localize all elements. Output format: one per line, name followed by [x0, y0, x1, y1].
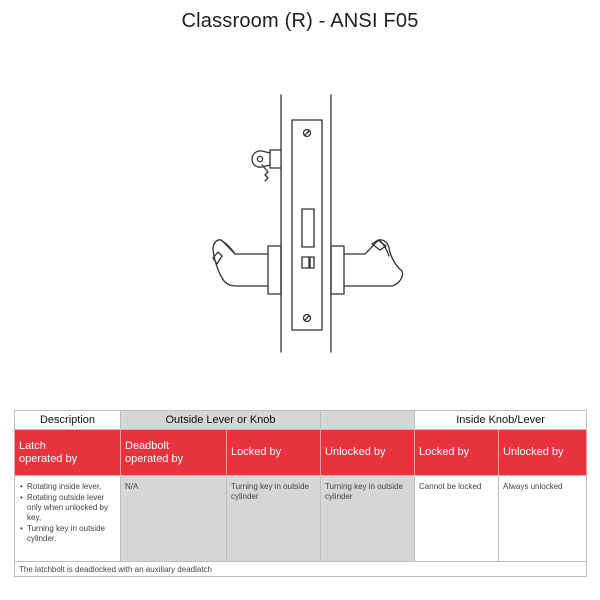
blank-header [321, 411, 415, 430]
auxiliary-deadlatch [302, 257, 309, 268]
footnote-row [15, 562, 587, 577]
outside-lever-icon [213, 240, 268, 286]
col-inside-locked-by: Locked by [415, 430, 499, 476]
inside-locked-by-cell: Cannot be locked [415, 476, 499, 562]
description-header: Description [15, 411, 121, 430]
function-row [15, 476, 587, 562]
group-header-row [15, 411, 587, 430]
bottom-screw-icon [304, 315, 311, 322]
top-screw-icon [304, 130, 311, 137]
inside-lever-icon [344, 240, 402, 286]
col-deadbolt-operated-by: Deadbolt operated by [121, 430, 227, 476]
deadbolt-operated-by-cell: N/A [121, 476, 227, 562]
outside-locked-by-cell: Turning key in outside cylinder [227, 476, 321, 562]
latch-operated-by-cell [15, 476, 121, 562]
list-item: • Turning key in outside cylinder. [27, 524, 117, 544]
faceplate [292, 120, 322, 330]
function-table [14, 410, 587, 577]
diagram-title: Classroom (R) - ANSI F05 [181, 10, 419, 32]
outside-rose [268, 246, 281, 294]
list-item: • Rotating outside lever only when unlocked by key, [27, 493, 117, 523]
list-item: • Rotating inside lever, [27, 482, 117, 492]
outside-unlocked-by-cell: Turning key in outside cylinder [321, 476, 415, 562]
col-outside-locked-by: Locked by [227, 430, 321, 476]
footnote: The latchbolt is deadlocked with an auxiliary deadlatch [15, 562, 587, 577]
outside-header: Outside Lever or Knob [121, 411, 321, 430]
key-cylinder-icon [252, 150, 281, 181]
col-latch-operated-by: Latch operated by [15, 430, 121, 476]
col-outside-unlocked-by: Unlocked by [321, 430, 415, 476]
inside-unlocked-by-cell: Always unlocked [499, 476, 587, 562]
inside-rose [331, 246, 344, 294]
column-header-row [15, 430, 587, 476]
latchbolt [302, 209, 314, 247]
col-inside-unlocked-by: Unlocked by [499, 430, 587, 476]
inside-header: Inside Knob/Lever [415, 411, 587, 430]
